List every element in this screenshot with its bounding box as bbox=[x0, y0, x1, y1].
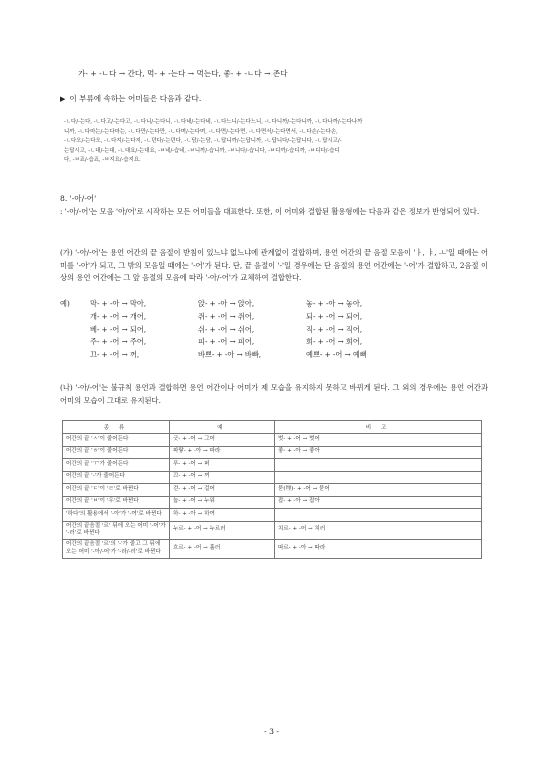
cell-note: 좋- + -아 → 좋아 bbox=[275, 446, 482, 459]
table-header-row bbox=[63, 421, 482, 434]
example-row bbox=[60, 311, 416, 324]
top-example: 가- + -ㄴ다 → 간다, 먹- + -는다 → 먹는다, 좋- + -ㄴ다 → 존다 bbox=[78, 69, 288, 78]
example-item: 막- + -아 → 막아, bbox=[90, 299, 147, 308]
triangle-bullet-icon: ▶ bbox=[60, 95, 66, 103]
cell-example: 걷- + -어 → 걸어 bbox=[170, 484, 275, 497]
table-row bbox=[63, 471, 482, 484]
endings-list bbox=[64, 118, 494, 166]
table-row bbox=[63, 446, 482, 459]
header-note: 비 고 bbox=[275, 421, 482, 434]
table-row bbox=[63, 521, 482, 540]
endings-line: 는답시고, -ㄴ대/-는대, -ㄴ대요/-는대요, -ㅂ네/-습네, -ㅂ니까/-습니까, -ㅂ니다/-습니다, -ㅂ디까/-습디까, -ㅂ디다/-습디 bbox=[64, 147, 340, 154]
cell-note bbox=[275, 459, 482, 472]
endings-line: -ㄴ다오/-는다오, -ㄴ다지/-는다지, -ㄴ뎐다/-는뎐다, -ㄴ담/-는담, -ㄴ답니까/-는답니까, -ㄴ답니다/-는답니다, -ㄴ답시고/- bbox=[64, 138, 342, 145]
example-item: 되- + -어 → 되어, bbox=[306, 311, 363, 321]
cell-note: 따르- + -아 → 따라 bbox=[275, 540, 482, 559]
example-item: 앉- + -아 → 앉아, bbox=[198, 299, 255, 308]
cell-note: 묻(埋)- + -어 → 묻어 bbox=[275, 484, 482, 497]
examples-block bbox=[60, 298, 416, 362]
cell-example: 누르- + -어 → 누르러 bbox=[170, 521, 275, 540]
page-number: - 3 - bbox=[264, 727, 279, 736]
table-row bbox=[63, 540, 482, 559]
cell-type: 어간의 끝 'ㅎ'이 줄어든다 bbox=[63, 446, 170, 459]
cell-note: 벗- + -어 → 벗어 bbox=[275, 434, 482, 447]
example-row bbox=[60, 349, 416, 362]
cell-type: '하다'의 활용에서 '-아'가 '-여'로 바뀐다 bbox=[63, 509, 170, 522]
section-title: 8. '-아/-어' bbox=[60, 194, 97, 203]
cell-example: 하- + -아 → 하여 bbox=[170, 509, 275, 522]
cell-type: 어간의 끝 'ㅜ'가 줄어든다 bbox=[63, 459, 170, 472]
example-item: 개- + -어 → 개어, bbox=[90, 311, 147, 321]
cell-note: 잡- + -아 → 잡아 bbox=[275, 496, 482, 509]
example-item: 직- + -어 → 직어, bbox=[306, 324, 363, 334]
section-description: : '-아/-어'는 모음 '아/어'로 시작하는 모든 어미들을 대표한다. 또한, 이 어미와 결합된 활용형에는 다음과 같은 정보가 반영되어 있다. bbox=[60, 207, 480, 216]
example-row bbox=[60, 336, 416, 349]
example-item: 주- + -어 → 주어, bbox=[90, 337, 147, 347]
cell-example: 파랗- + -아 → 파라 bbox=[170, 446, 275, 459]
endings-line: 다, -ㅂ죠/-습죠, -ㅂ지요/-습지요. bbox=[64, 157, 141, 164]
table-row bbox=[63, 496, 482, 509]
cell-example: 흐르- + -어 → 흘러 bbox=[170, 540, 275, 559]
intro-line bbox=[60, 93, 201, 104]
example-item: 피- + -어 → 피어, bbox=[198, 337, 255, 347]
cell-type: 어간의 끝음절 '르' 뒤에 오는 어미 '-어'가 '-러'로 바뀐다 bbox=[63, 521, 170, 540]
cell-example: 긋- + -어 → 그어 bbox=[170, 434, 275, 447]
cell-example: 푸- + -어 → 퍼 bbox=[170, 459, 275, 472]
cell-example: 끄- + -어 → 꺼 bbox=[170, 471, 275, 484]
table-row bbox=[63, 509, 482, 522]
example-item: 바쁘- + -아 → 바빠, bbox=[198, 350, 262, 360]
cell-type: 어간의 끝 '-'가 줄어든다 bbox=[63, 471, 170, 484]
table-row bbox=[63, 434, 482, 447]
example-item: 끄- + -어 → 꺼, bbox=[90, 350, 140, 360]
example-item: 희- + -어 → 희어, bbox=[306, 337, 363, 347]
table-row bbox=[63, 459, 482, 472]
cell-note bbox=[275, 471, 482, 484]
example-row bbox=[60, 324, 416, 337]
examples-label: 예) bbox=[60, 299, 70, 308]
cell-type: 어간의 끝 'ㄷ'이 'ㄹ'로 바뀐다 bbox=[63, 484, 170, 497]
cell-type: 어간의 끝 'ㅅ'이 줄어든다 bbox=[63, 434, 170, 447]
example-item: 베- + -어 → 되어, bbox=[90, 324, 147, 334]
example-row bbox=[60, 298, 416, 311]
intro-text: 이 부류에 속하는 어미들은 다음과 같다. bbox=[69, 94, 202, 103]
endings-line: 니까, -ㄴ다마는/-는다마는, -ㄴ다만/-는다만, -ㄴ다며/-는다며, -ㄴ다면/-는다면, -ㄴ다면서/-는다면서, -ㄴ다손/-는다손, bbox=[64, 128, 338, 135]
cell-type: 어간의 끝음절 '르'의 '-'가 줄고 그 뒤에 오는 어미 '-아/-어'가 '-라/-러'로 바뀐다 bbox=[63, 540, 170, 559]
endings-line: -ㄴ다/-는다, -ㄴ다고/-는다고, -ㄴ다니/-는다니, -ㄴ다네/-는다네, -ㄴ다느니/-는다느니, -ㄴ다니까/-는다니까, -ㄴ다나까/-는다나까 bbox=[64, 119, 363, 125]
cell-example: 눕- + -어 → 누워 bbox=[170, 496, 275, 509]
irregular-rules-table bbox=[62, 420, 482, 559]
cell-note: 치르- + -어 → 치러 bbox=[275, 521, 482, 540]
example-item: 쉬- + -어 → 쉬어, bbox=[198, 324, 255, 334]
paragraph-ga: (가) '-아/-어'는 용언 어간의 끝 음절이 받침이 있느냐 없느냐에 관계없이 결합하며, 용언 어간의 끝 음절 모음이 'ㅏ, ㅑ, ㅗ'일 때에는 어미를 '-아'가 되고, 그 밖의 모음일 때에는 '-어'가 된다. 단, 끝 음절이 '-'일 경우에는 단 음절의 용언 어간에는 '-어'가 결합하고, 2음절 이상의 용언 어간에는 그 앞 음절의 모음에 따라 '-아/-어'가 교체하여 결합한다. bbox=[60, 248, 488, 283]
example-item: 쥐- + -어 → 쥐어, bbox=[198, 311, 255, 321]
header-example: 예 bbox=[170, 421, 275, 434]
cell-note bbox=[275, 509, 482, 522]
header-type: 종 류 bbox=[63, 421, 170, 434]
example-item: 놓- + -아 → 놓아, bbox=[306, 299, 363, 308]
table-row bbox=[63, 484, 482, 497]
paragraph-na: (나) '-아/-어'는 불규칙 용언과 결합하면 용언 어간이나 어미가 제 모습을 유지하지 못하고 바뀌게 된다. 그 외의 경우에는 용언 어간과 어미의 모습이 그대로 유지된다. bbox=[60, 383, 488, 405]
cell-type: 어간의 끝 'ㅂ'이 '우'로 바뀐다 bbox=[63, 496, 170, 509]
example-item: 예쁘- + -어 → 예뻐 bbox=[306, 350, 367, 360]
